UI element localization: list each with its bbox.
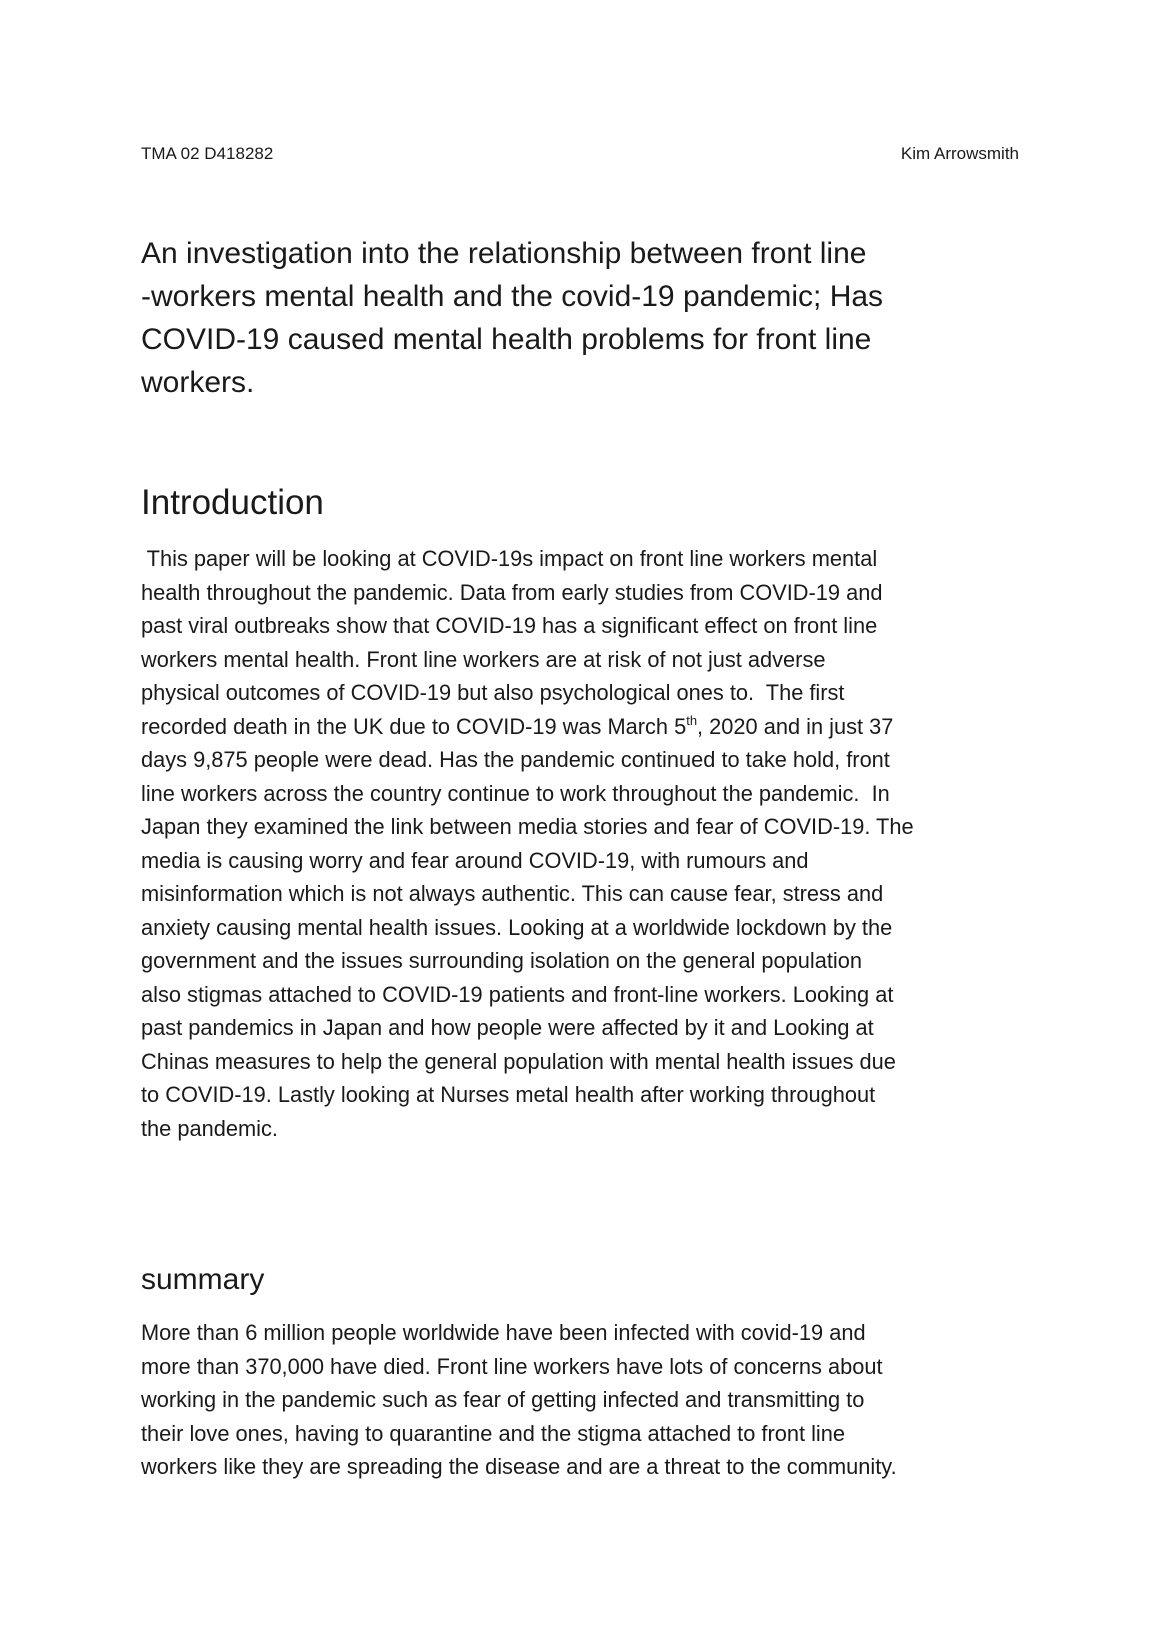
paragraph-line: working in the pandemic such as fear of getting infected and transmitting to: [141, 1387, 865, 1412]
paragraph-line: More than 6 million people worldwide have been infected with covid-19 and: [141, 1320, 866, 1345]
header-author-name: Kim Arrowsmith: [900, 144, 1019, 163]
title-line: COVID-19 caused mental health problems for front line: [141, 323, 872, 356]
page-header: [141, 142, 1019, 166]
summary-heading: summary: [141, 1263, 265, 1296]
paragraph-line: physical outcomes of COVID-19 but also psychological ones to. The first: [141, 680, 845, 705]
paragraph-line: also stigmas attached to COVID-19 patients and front-line workers. Looking at: [141, 981, 894, 1007]
paragraph-line: anxiety causing mental health issues. Looking at a worldwide lockdown by the: [141, 914, 893, 940]
date-line-after: , 2020 and in just 37: [697, 713, 894, 739]
paragraph-line: their love ones, having to quarantine and the stigma attached to front line: [141, 1420, 846, 1446]
introduction-paragraph: [141, 542, 1021, 1145]
title-line: -workers mental health and the covid-19 pandemic; Has: [141, 280, 884, 313]
paragraph-line: to COVID-19. Lastly looking at Nurses metal health after working throughout: [141, 1082, 876, 1107]
date-ordinal-superscript: th: [686, 712, 698, 728]
paragraph-line: line workers across the country continue to work throughout the pandemic. In: [141, 780, 890, 806]
paragraph-line: workers mental health. Front line workers are at risk of not just adverse: [141, 646, 826, 672]
paragraph-line: more than 370,000 have died. Front line workers have lots of concerns about: [141, 1353, 883, 1379]
paragraph-line: the pandemic.: [141, 1115, 278, 1141]
paragraph-line-with-date: [141, 710, 1021, 744]
paragraph-line: media is causing worry and fear around COVID-19, with rumours and: [141, 847, 809, 873]
header-module-code: TMA 02 D418282: [141, 144, 274, 163]
paragraph-line: misinformation which is not always authentic. This can cause fear, stress and: [141, 881, 884, 906]
paragraph-line: health throughout the pandemic. Data from early studies from COVID-19 and: [141, 579, 883, 605]
introduction-heading: Introduction: [141, 483, 324, 522]
paragraph-line: This paper will be looking at COVID-19s impact on front line workers mental: [141, 546, 878, 571]
paragraph-line: Japan they examined the link between media stories and fear of COVID-19. The: [141, 814, 914, 839]
paragraph-line: days 9,875 people were dead. Has the pandemic continued to take hold, front: [141, 747, 890, 772]
paragraph-line: past viral outbreaks show that COVID-19 has a significant effect on front line: [141, 613, 878, 638]
paragraph-line: workers like they are spreading the disease and are a threat to the community.: [141, 1454, 897, 1479]
title-line: An investigation into the relationship between front line: [141, 237, 867, 270]
document-title: [141, 232, 1001, 404]
summary-paragraph: [141, 1316, 1021, 1484]
date-line-before: recorded death in the UK due to COVID-19 was March 5: [141, 713, 687, 739]
paragraph-line: Chinas measures to help the general population with mental health issues due: [141, 1048, 896, 1074]
paragraph-line: past pandemics in Japan and how people were affected by it and Looking at: [141, 1015, 874, 1040]
paragraph-line: government and the issues surrounding isolation on the general population: [141, 948, 863, 973]
title-line: workers.: [141, 366, 255, 399]
